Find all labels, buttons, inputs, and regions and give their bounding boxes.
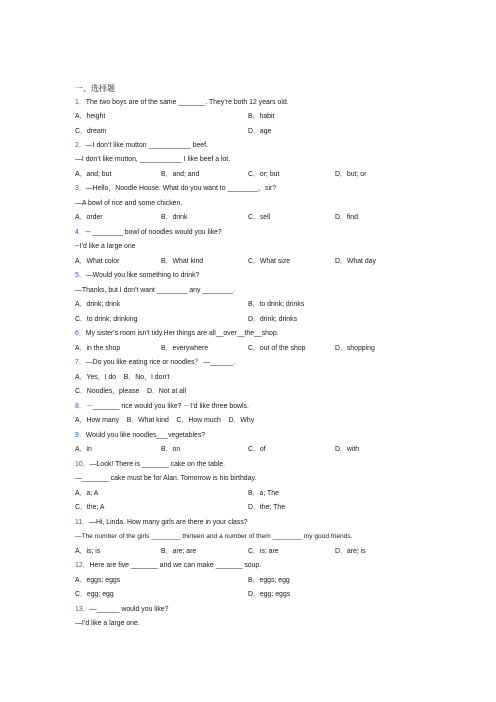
question-dialogue: —The number of the girls ________ thirteen and a number of them ________ my good friends.: [75, 533, 353, 540]
section-title: 一、选择题: [75, 84, 115, 93]
option-row-1: A．How many B．What kind C．How much D．Why: [75, 417, 255, 424]
question-4: [75, 228, 222, 237]
option-d: D．the; The: [248, 504, 286, 511]
question-stem: —Do you like eating rice or noodles？ —______.: [85, 359, 236, 366]
question-1: [75, 98, 289, 107]
question-stem: The two boys are of the same _______. They’re both 12 years old.: [85, 99, 289, 106]
option-a: A．a; A: [75, 490, 99, 497]
option-a: A．in the shop: [75, 345, 121, 352]
option-d: D．egg; eggs: [248, 591, 291, 598]
question-10: [75, 460, 225, 469]
option-b: B．on: [161, 446, 181, 453]
question-number: 8．: [75, 403, 86, 410]
option-a: A．height: [75, 113, 106, 120]
option-b: B．are; are: [161, 548, 197, 555]
question-8: [75, 402, 249, 411]
question-number: 1．: [75, 99, 86, 106]
option-b: B．to drink; drinks: [248, 301, 305, 308]
question-number: 9．: [75, 432, 86, 439]
question-number: 2．: [75, 142, 86, 149]
option-d: D．age: [248, 128, 272, 135]
question-stem: —I don’t like mutton ___________ beef.: [85, 142, 208, 149]
option-c: C．egg; egg: [75, 591, 114, 598]
question-stem: Here are five _______ and we can make _______ soup.: [89, 562, 262, 569]
question-number: 7．: [75, 359, 86, 366]
question-6: [75, 329, 279, 338]
option-c: C．the; A: [75, 504, 105, 511]
option-a: A．is; is: [75, 548, 101, 555]
option-b: B．everywhere: [161, 345, 209, 352]
question-dialogue: --I’d like a large one: [75, 243, 136, 250]
question-stem: —Hello，Noodle House. What do you want to ________，sir?: [85, 185, 277, 192]
option-a: A．and; but: [75, 171, 112, 178]
question-number: 3．: [75, 185, 86, 192]
question-stem: Would you like noodles___vegetables?: [85, 432, 206, 439]
question-dialogue: —I’d like a large one.: [75, 620, 140, 627]
question-stem: －_______ rice would you like? －I’d like three bowls.: [85, 403, 249, 410]
option-c: C．out of the shop: [248, 345, 306, 352]
question-11: [75, 518, 248, 527]
option-b: B．What kind: [161, 258, 204, 265]
question-dialogue: —Thanks, but I don't want ________ any ________.: [75, 287, 235, 294]
question-number: 11．: [75, 519, 90, 526]
question-3: [75, 184, 276, 193]
question-9: [75, 431, 205, 440]
option-b: B．and; and: [161, 171, 200, 178]
option-a: A．What color: [75, 258, 120, 265]
option-c: C．of: [248, 446, 266, 453]
option-b: B．drink: [161, 214, 188, 221]
option-row-1: A．Yes，I do B．No，I don't: [75, 374, 170, 381]
question-number: 6．: [75, 330, 86, 337]
question-number: 5．: [75, 272, 86, 279]
question-stem: My sister's room isn't tidy.Her things are all__over__the__shop.: [85, 330, 279, 337]
option-b: B．a; The: [248, 490, 279, 497]
option-row-2: C．Noodles，please D．Not at all: [75, 388, 187, 395]
option-a: A．drink; drink: [75, 301, 121, 308]
option-b: B．habit: [248, 113, 275, 120]
option-b: B．eggs; egg: [248, 577, 290, 584]
option-d: D．shopping: [335, 345, 375, 352]
question-12: [75, 561, 261, 570]
option-d: D．with: [335, 446, 360, 453]
question-dialogue: —_______ cake must be for Alan. Tomorrow is his birthday.: [75, 475, 257, 482]
question-number: 13．: [75, 606, 90, 613]
question-number: 4．: [75, 229, 86, 236]
option-d: D．find: [335, 214, 358, 221]
option-c: C．sell: [248, 214, 271, 221]
question-stem: -- ________ bowl of noodles would you like?: [85, 229, 222, 236]
option-c: C．to drink; drinking: [75, 316, 138, 323]
option-a: A．eggs; eggs: [75, 577, 121, 584]
option-c: C．dream: [75, 128, 107, 135]
option-c: C．is; are: [248, 548, 279, 555]
question-dialogue: —A bowl of rice and some chicken.: [75, 200, 183, 207]
option-d: D．are; is: [335, 548, 366, 555]
question-stem: —Hi, Linda. How many girls are there in your class?: [89, 519, 248, 526]
option-d: D．drink; drinks: [248, 316, 298, 323]
option-d: D．What day: [335, 258, 376, 265]
question-13: [75, 605, 168, 614]
question-5: [75, 271, 199, 280]
question-dialogue: —I don’t like mutton, ___________ I like beef a lot.: [75, 156, 231, 163]
option-d: D．but; or: [335, 171, 367, 178]
question-stem: —Would you like something to drink?: [85, 272, 200, 279]
option-a: A．order: [75, 214, 103, 221]
question-2: [75, 141, 208, 150]
question-number: 10．: [75, 461, 90, 468]
option-a: A．in: [75, 446, 92, 453]
question-stem: —Look! There is _______ cake on the table.: [89, 461, 226, 468]
option-c: C．or; but: [248, 171, 280, 178]
option-c: C．What size: [248, 258, 291, 265]
question-7: [75, 358, 235, 367]
question-stem: —______ would you like?: [89, 606, 169, 613]
question-number: 12．: [75, 562, 90, 569]
